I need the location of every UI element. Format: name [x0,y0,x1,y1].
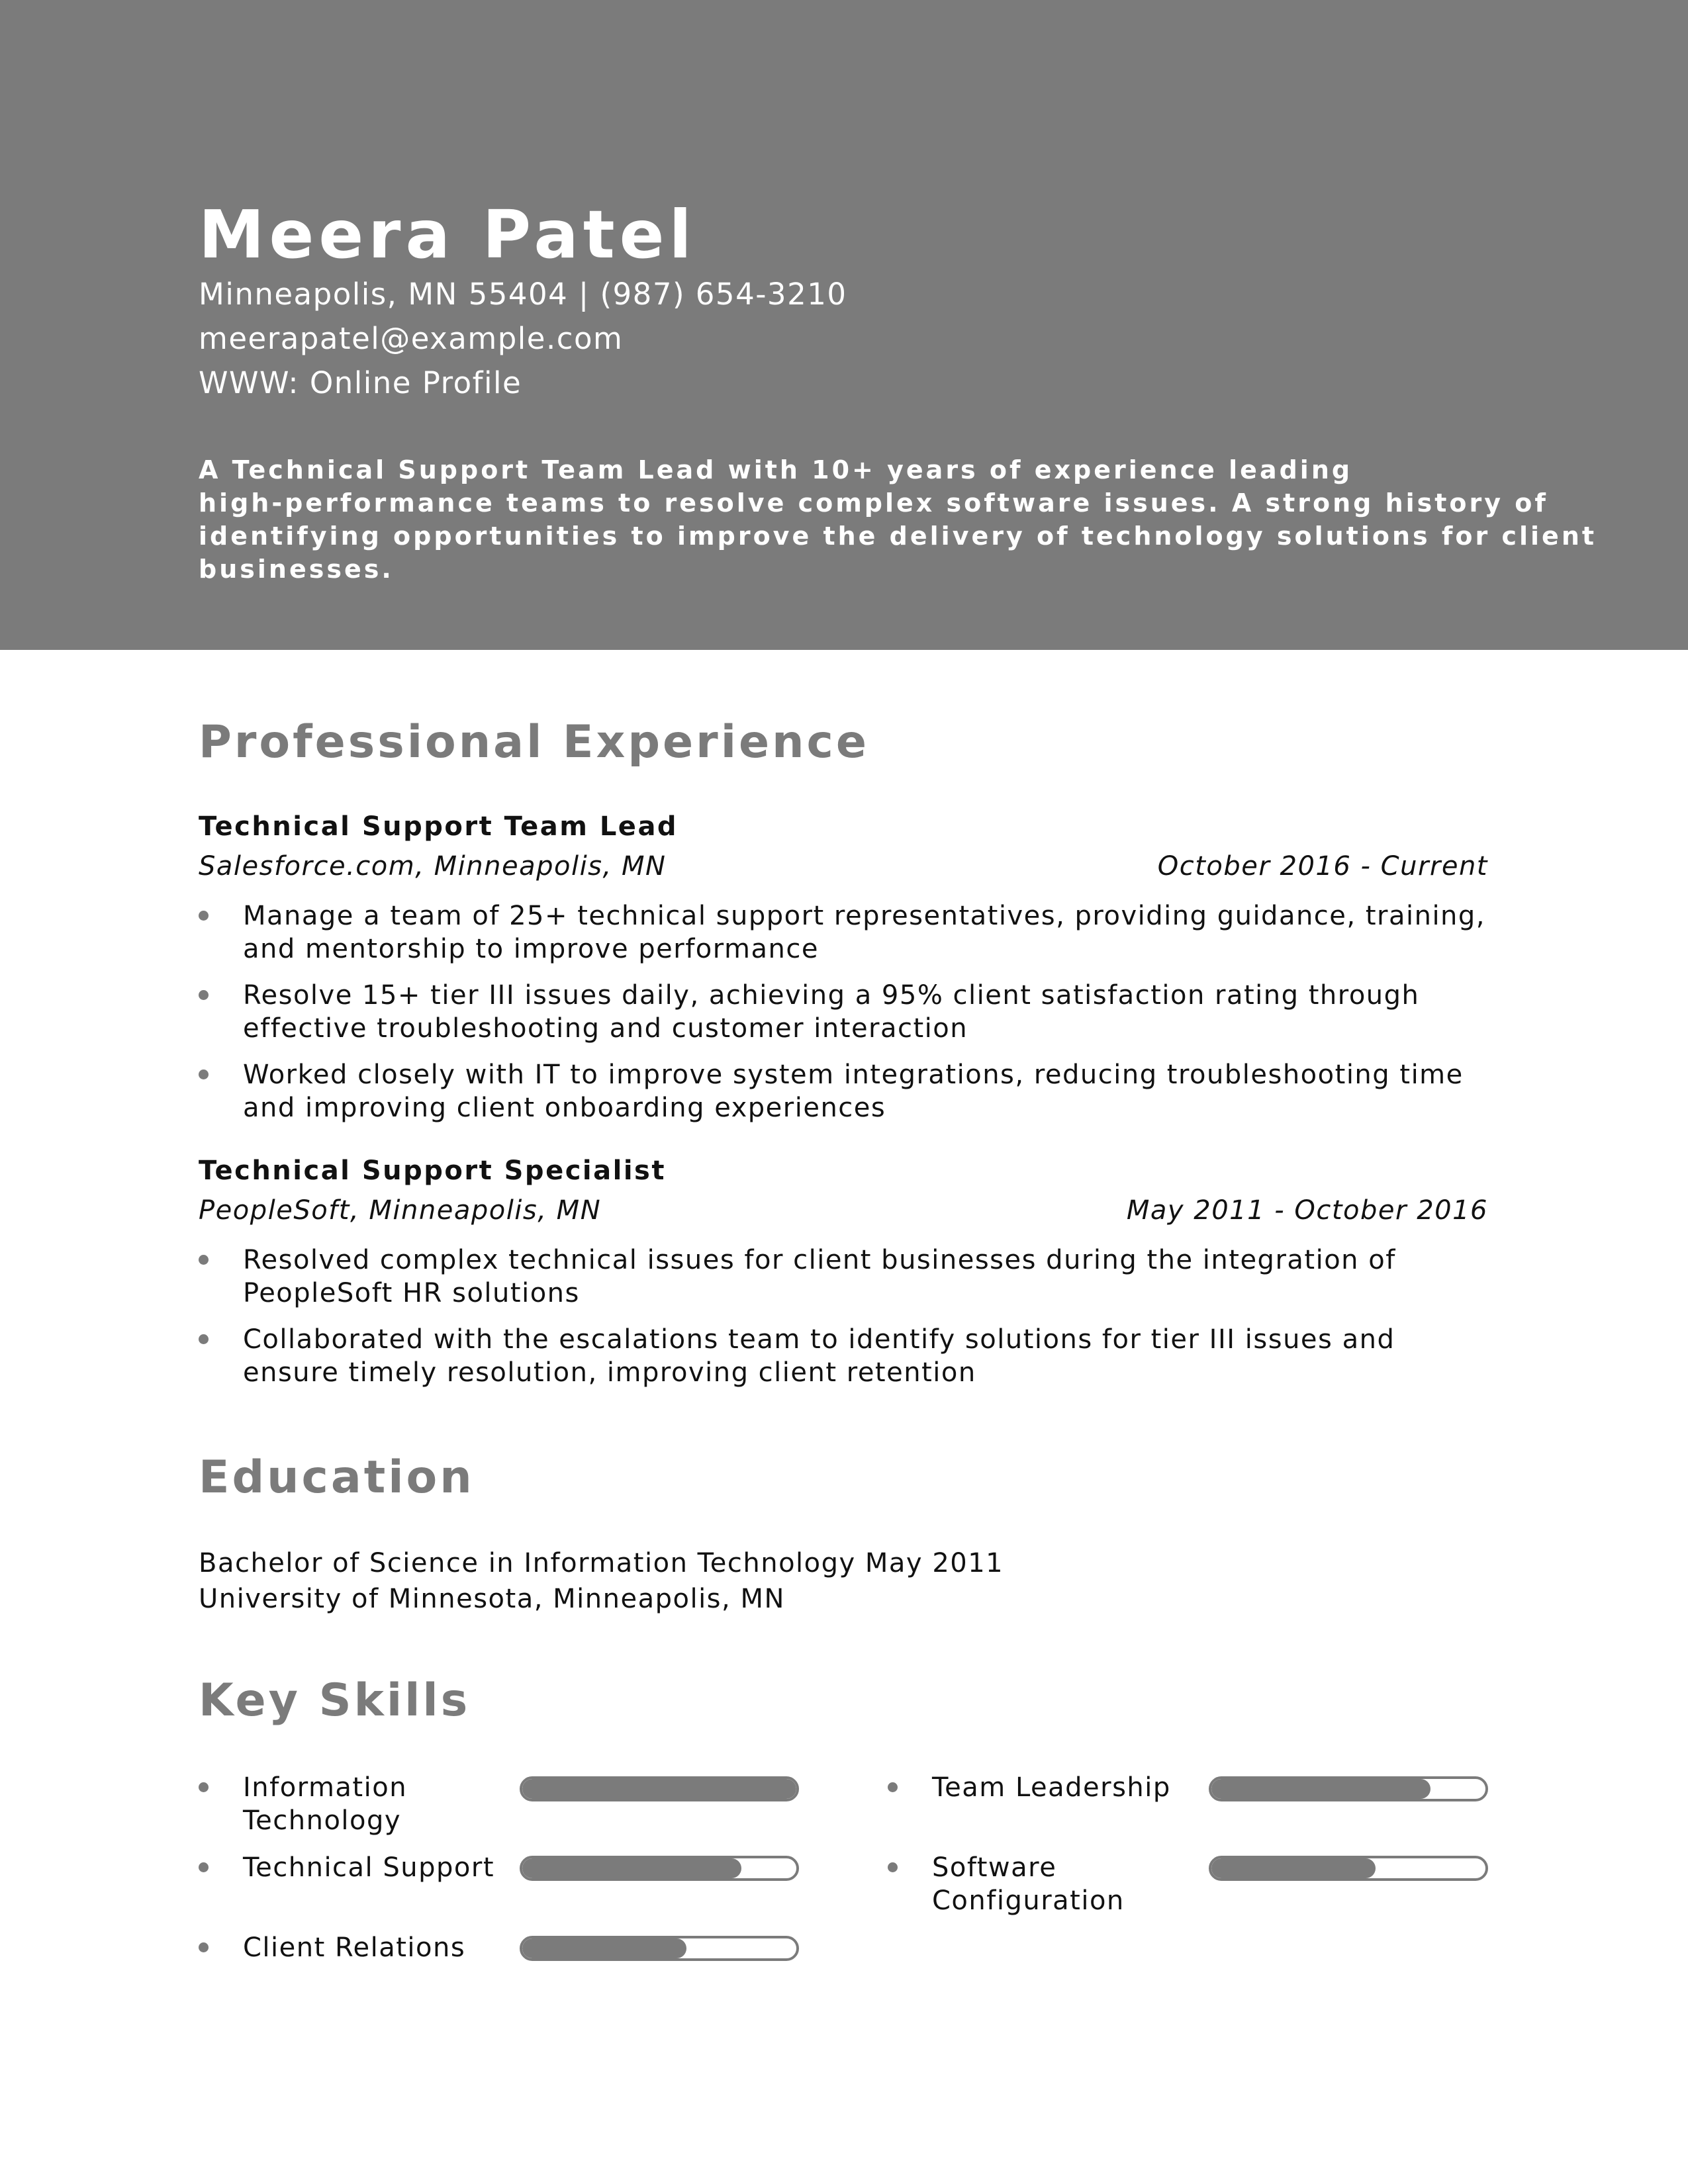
skill-item [199,1851,508,1884]
candidate-name: Meera Patel [199,196,696,273]
skill-label: Client Relations [243,1933,466,1963]
job-bullet: Manage a team of 25+ technical support representatives, providing guidance, training, and mentorship to improve performance [199,899,1496,966]
skill-bar [1209,1856,1488,1881]
job-dates: October 2016 - Current [1157,851,1488,882]
summary-line: identifying opportunities to improve the delivery of technology solutions for client [199,522,1597,551]
skill-bar-fill [1211,1858,1376,1878]
job-title: Technical Support Team Lead [199,811,679,842]
bullet-dot [199,1942,209,1952]
job-title: Technical Support Specialist [199,1156,666,1186]
skill-item [199,1771,508,1837]
job-bullet: Resolve 15+ tier III issues daily, achieving a 95% client satisfaction rating through effective troubleshooting and customer interaction [199,979,1496,1045]
website-link[interactable]: WWW: Online Profile [199,365,522,400]
job-dates: May 2011 - October 2016 [1126,1195,1488,1226]
skill-label: Software Configuration [932,1852,1125,1916]
job-bullet: Worked closely with IT to improve system integrations, reducing troubleshooting time and improving client onboarding experiences [199,1058,1496,1124]
skill-bar-fill [522,1938,686,1958]
job-meta [199,850,1488,883]
job-bullets [199,899,1496,1138]
summary [199,453,1597,586]
job-company: PeopleSoft, Minneapolis, MN [199,1195,602,1226]
bullet-dot [199,1782,209,1792]
job-meta [199,1194,1488,1227]
skill-label: Team Leadership [932,1772,1171,1803]
skill-item [199,1931,508,1964]
school-line: University of Minnesota, Minneapolis, MN [199,1584,785,1614]
summary-line: businesses. [199,555,394,584]
degree-line: Bachelor of Science in Information Technology May 2011 [199,1548,1004,1578]
skill-bar [520,1856,799,1881]
skill-bar-fill [522,1858,741,1878]
job-company: Salesforce.com, Minneapolis, MN [199,851,667,882]
skill-bar [520,1776,799,1801]
bullet-dot [199,1862,209,1872]
job-bullets [199,1244,1496,1402]
bullet-dot [888,1862,898,1872]
job-bullet: Collaborated with the escalations team to identify solutions for tier III issues and ensure timely resolution, improving client retention [199,1323,1496,1389]
job-bullet: Resolved complex technical issues for client businesses during the integration of PeopleSoft HR solutions [199,1244,1496,1310]
education-heading: Education [199,1451,475,1504]
skill-bar-fill [522,1779,796,1799]
bullet-dot [888,1782,898,1792]
skill-bar [1209,1776,1488,1801]
summary-line: high-performance teams to resolve complex software issues. A strong history of [199,488,1548,518]
skill-item [888,1771,1197,1804]
skill-label: Information Technology [243,1772,408,1836]
location-phone: Minneapolis, MN 55404 | (987) 654-3210 [199,277,847,312]
experience-heading: Professional Experience [199,716,869,768]
skills-heading: Key Skills [199,1674,471,1727]
skill-bar-fill [1211,1779,1430,1799]
email-link[interactable]: meerapatel@example.com [199,321,624,356]
skill-item [888,1851,1197,1917]
skill-label: Technical Support [243,1852,495,1883]
summary-line: A Technical Support Team Lead with 10+ years of experience leading [199,455,1353,484]
skill-bar [520,1936,799,1961]
